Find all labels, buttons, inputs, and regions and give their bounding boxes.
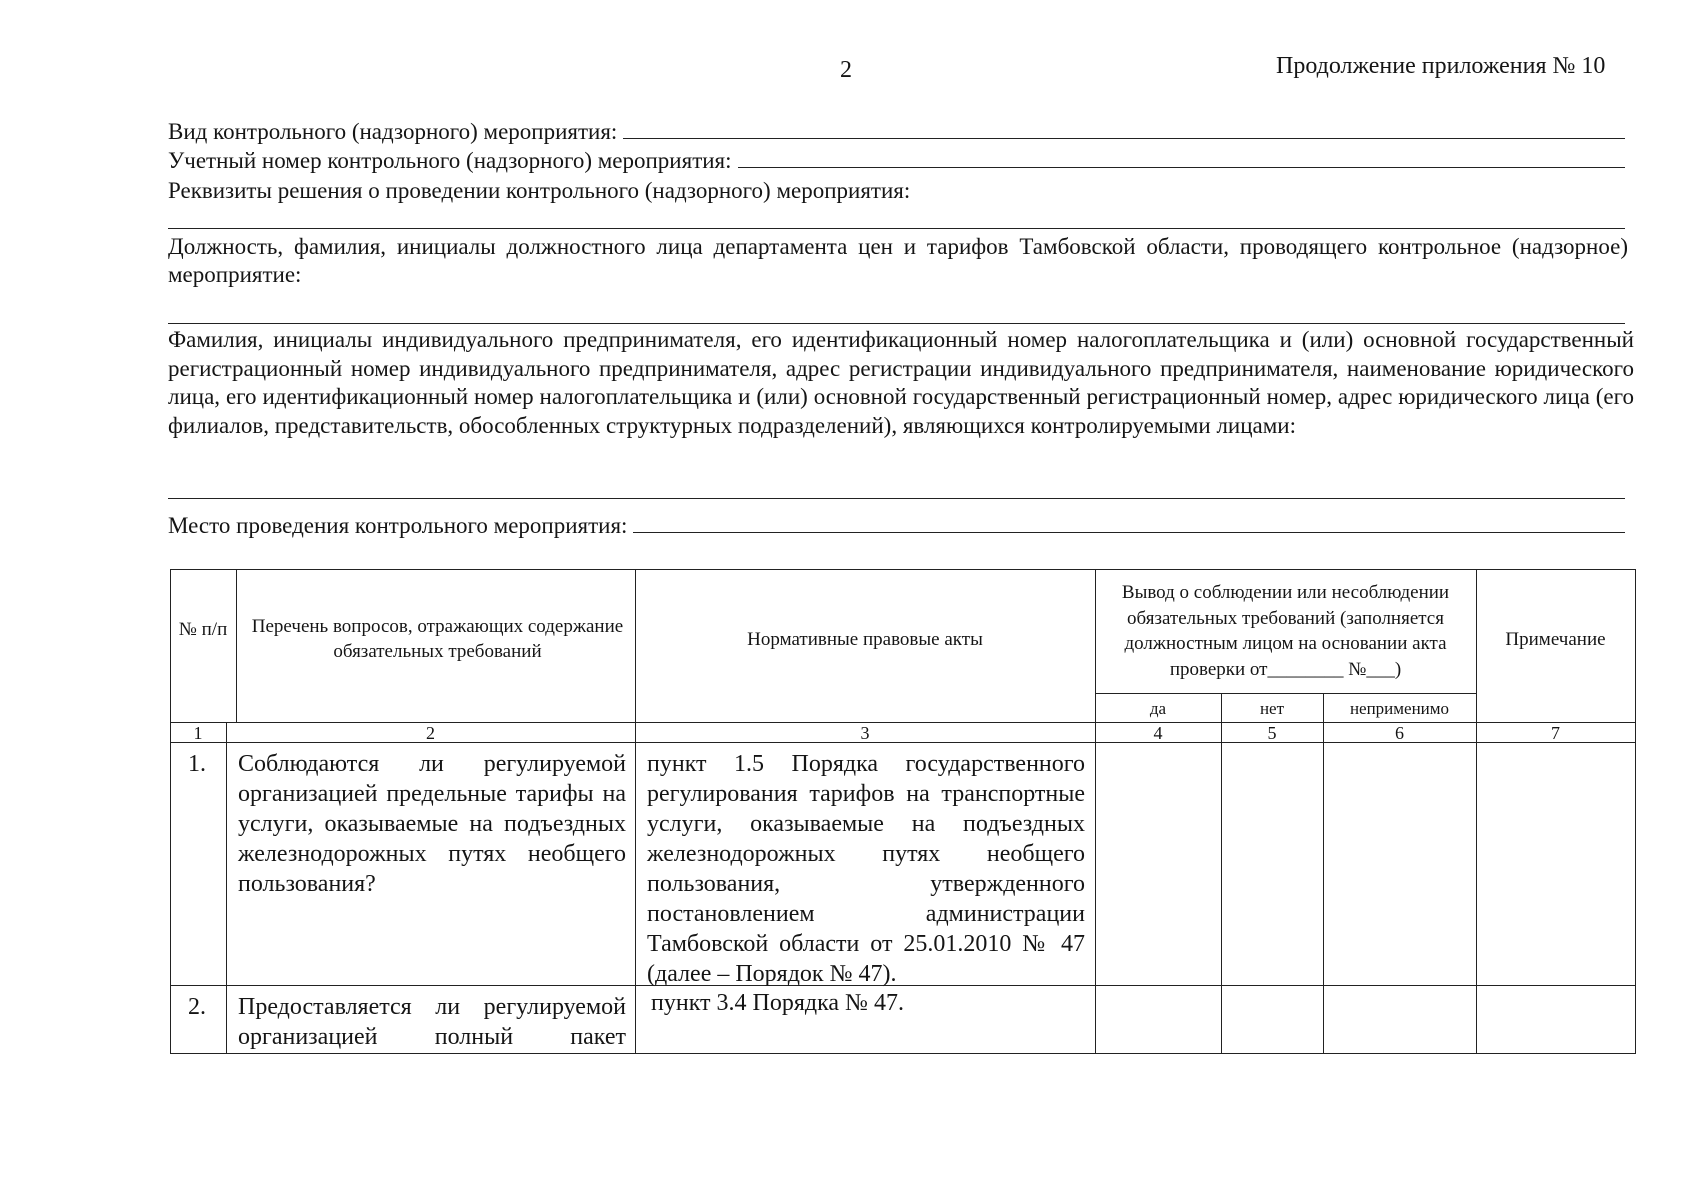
row-question: Предоставляется ли регулируемой организацией полный пакет	[238, 994, 626, 1050]
column-number: 7	[1551, 723, 1560, 743]
decision-details-label: Реквизиты решения о проведении контрольного (надзорного) мероприятия:	[168, 178, 911, 203]
column-number: 6	[1395, 723, 1404, 743]
column-number: 4	[1153, 723, 1163, 743]
header-num: № п/п	[178, 618, 228, 640]
checklist-table	[170, 569, 1635, 1055]
page-number: 2	[840, 57, 852, 83]
header-not-applicable: неприменимо	[1349, 699, 1450, 718]
header-no: нет	[1259, 699, 1285, 718]
column-number: 1	[193, 723, 203, 743]
account-number-blank[interactable]	[738, 147, 1625, 168]
row-number: 1.	[188, 751, 206, 777]
row-act: пункт 1.5 Порядка государственного регулирования тарифов на транспортные услуги, оказываемые на подъездных железнодорожных путях необщего пользования, утвержденного постановлением администрации Тамбовской области от 25.01.2010 № 47 (далее – Порядок № 47).	[647, 751, 1085, 987]
location-label: Место проведения контрольного мероприятия:	[168, 513, 628, 538]
decision-details-blank[interactable]	[168, 228, 1625, 229]
controlled-persons-blank[interactable]	[168, 498, 1625, 499]
decision-details-field	[168, 177, 1625, 207]
account-number-label: Учетный номер контрольного (надзорного) мероприятия:	[168, 148, 732, 173]
appendix-continuation-label: Продолжение приложения № 10	[1276, 53, 1606, 79]
event-type-label: Вид контрольного (надзорного) мероприятия:	[168, 119, 618, 144]
header-yes: да	[1149, 699, 1167, 718]
location-field	[168, 512, 1625, 542]
row-number: 2.	[188, 994, 206, 1020]
official-label: Должность, фамилия, инициалы должностного лица департамента цен и тарифов Тамбовской области, проводящего контрольное (надзорное) мероприятие:	[168, 234, 1628, 287]
column-number: 2	[426, 723, 435, 743]
column-number: 5	[1267, 723, 1277, 743]
column-number: 3	[860, 723, 870, 743]
header-note: Примечание	[1505, 628, 1606, 650]
location-blank[interactable]	[633, 512, 1625, 533]
row-question: Соблюдаются ли регулируемой организацией предельные тарифы на услуги, оказываемые на подъездных железнодорожных путях необщего пользования?	[238, 751, 626, 897]
controlled-persons-label: Фамилия, инициалы индивидуального предпринимателя, его идентификационный номер налогоплательщика и (или) основной государственный регистрационный номер индивидуального предпринимателя, адрес регистрации индивидуального предпринимателя, наименование юридического лица, его идентификационный номер налогоплательщика и (или) основной государственный регистрационный номер, адрес юридического лица (его филиалов, представительств, обособленных структурных подразделений), являющихся контролируемыми лицами:	[168, 327, 1634, 438]
event-type-field	[168, 118, 1625, 148]
row-act: пункт 3.4 Порядка № 47.	[651, 990, 904, 1016]
header-conclusion: Вывод о соблюдении или несоблюдении обязательных требований (заполняется должностным лицом на основании акта проверки от________ №___)	[1121, 582, 1450, 680]
account-number-field	[168, 147, 1625, 177]
header-acts: Нормативные правовые акты	[747, 628, 983, 650]
event-type-blank[interactable]	[623, 118, 1625, 139]
header-questions: Перечень вопросов, отражающих содержание обязательных требований	[251, 616, 624, 662]
official-blank[interactable]	[168, 323, 1625, 324]
